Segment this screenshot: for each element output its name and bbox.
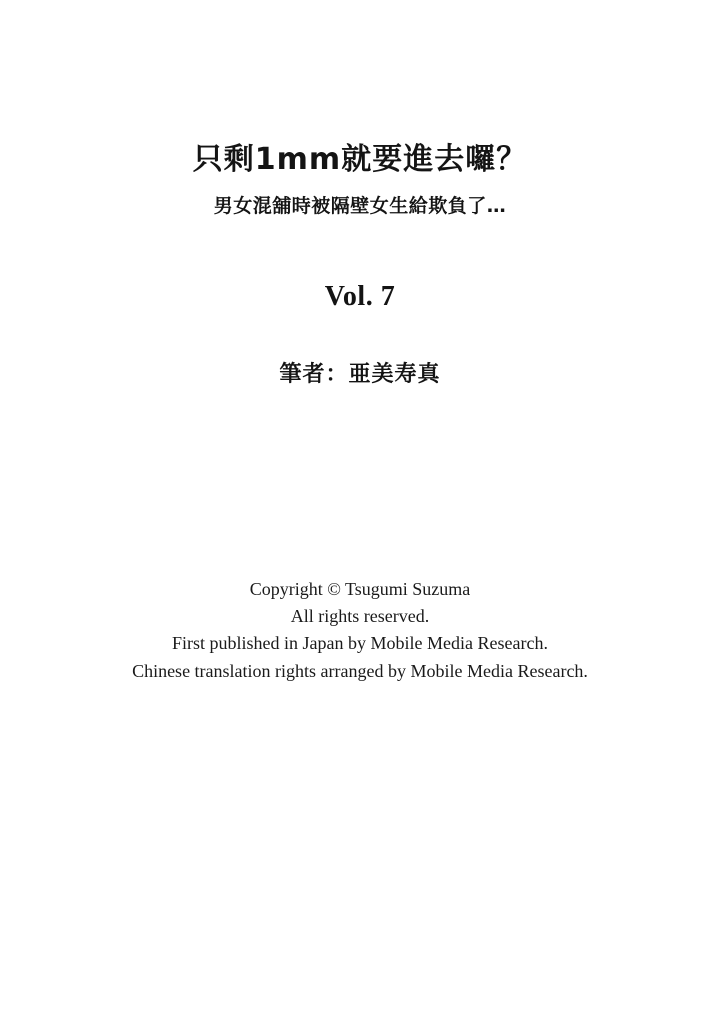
page-title: 只剩1mm就要進去囉？ [192, 142, 528, 177]
copyright-block [0, 576, 720, 685]
title-block [0, 142, 720, 219]
author-credit: 筆者：亜美寿真 [279, 361, 441, 387]
copyright-line: First published in Japan by Mobile Media Research. [172, 633, 548, 654]
copyright-line: Chinese translation rights arranged by Mobile Media Research. [132, 660, 588, 681]
copyright-line: Copyright © Tsugumi Suzuma [249, 578, 471, 599]
copyright-line: All rights reserved. [290, 606, 430, 627]
volume-label: Vol. 7 [324, 280, 396, 312]
page-subtitle: 男女混舖時被隔壁女生給欺負了… [213, 195, 507, 217]
